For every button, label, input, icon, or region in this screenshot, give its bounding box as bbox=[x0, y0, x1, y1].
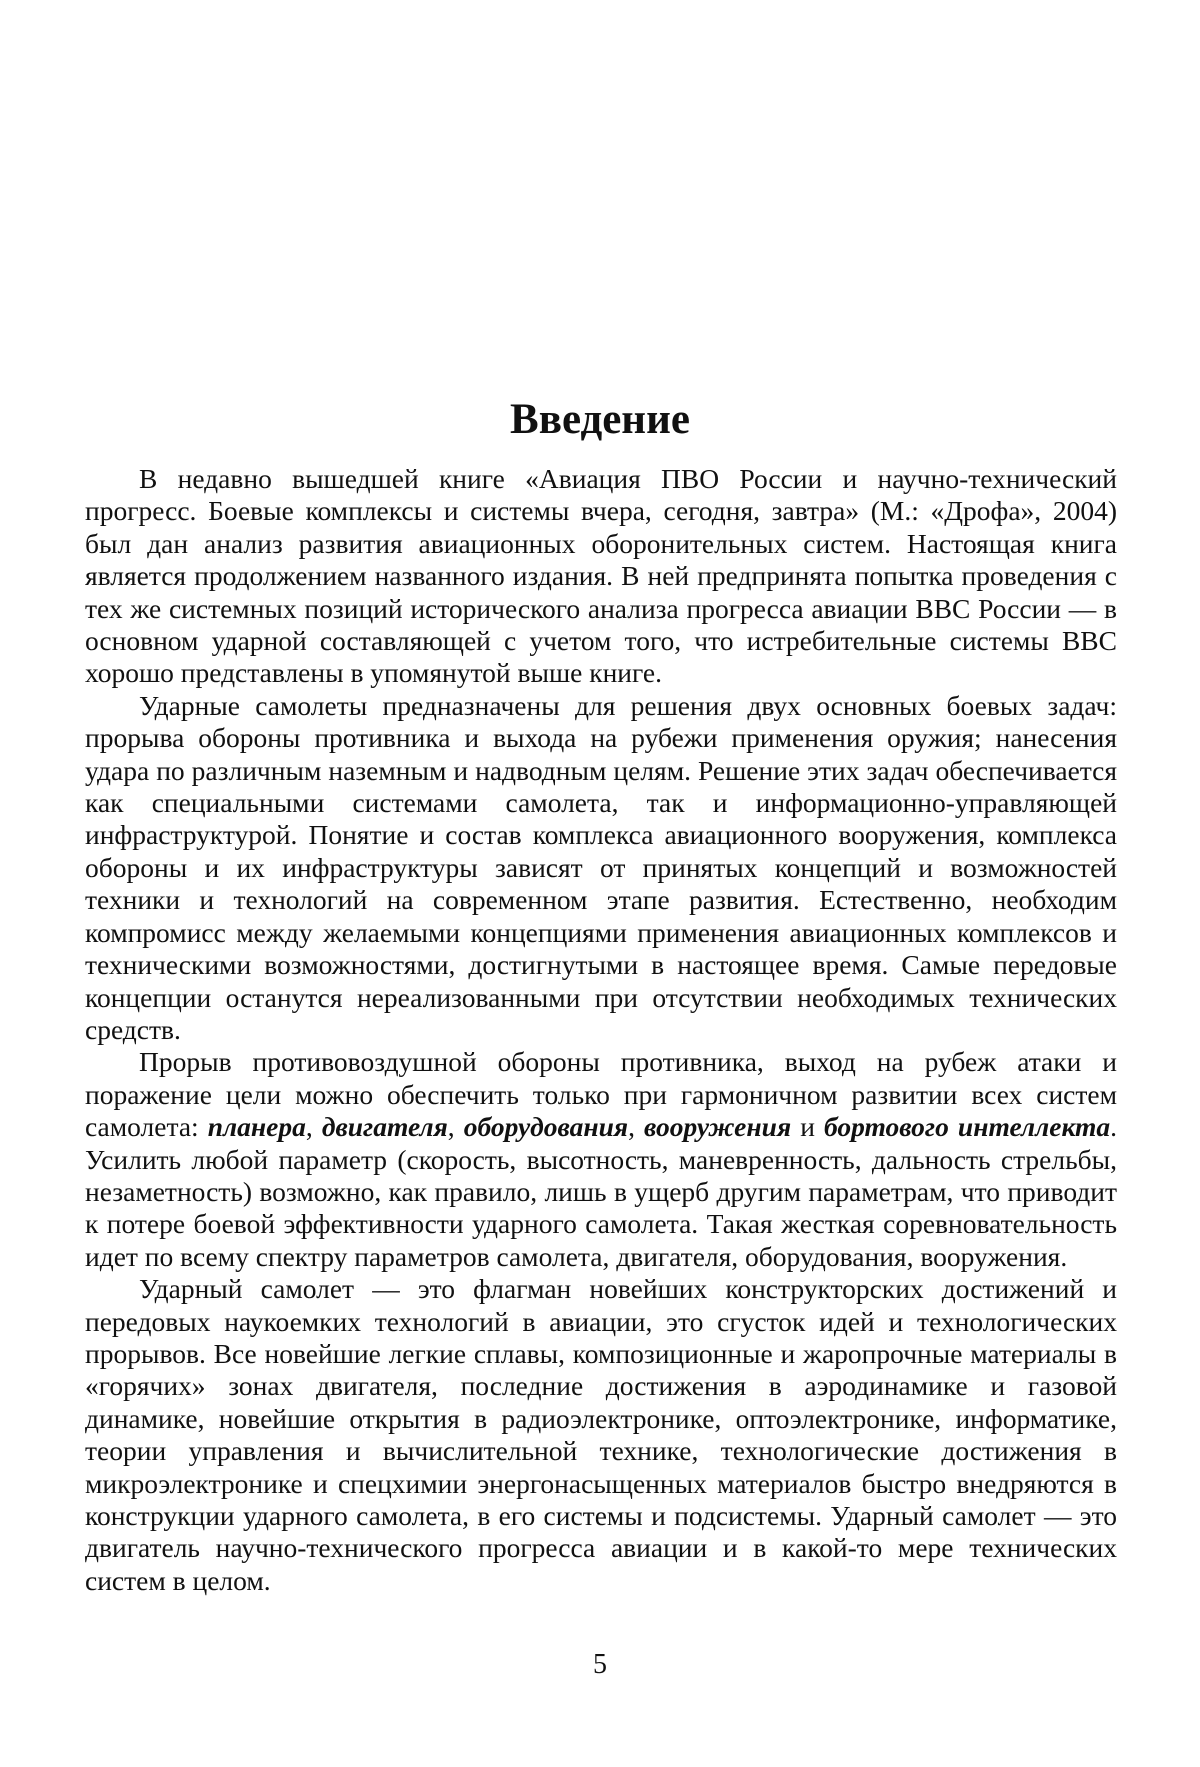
body-text bbox=[85, 463, 1117, 1597]
term-separator: , bbox=[447, 1111, 464, 1143]
term-armament: вооружения bbox=[644, 1111, 792, 1143]
paragraph-2: Ударные самолеты предназначены для решения двух основных боевых задач: прорыва обороны противника и выхода на рубежи применения оружия; нанесения удара по различным наземным и надводным целям. Решение этих задач обеспечивается как специальными системами самолета, так и информационно-управляющей инфраструктурой. Понятие и состав комплекса авиационного вооружения, комплекса обороны и их инфраструктуры зависят от принятых концепций и возможностей техники и технологий на современном этапе развития. Естественно, необходим компромисс между желаемыми концепциями применения авиационных комплексов и техническими возможностями, достигнутыми в настоящее время. Самые передовые концепции останутся нереализованными при отсутствии необходимых технических средств. bbox=[85, 689, 1117, 1045]
term-separator: , bbox=[628, 1111, 645, 1143]
term-onboard-intelligence: бортового интеллекта bbox=[823, 1111, 1111, 1143]
paragraph-3-lead: Прорыв противовоздушной обороны противника, выход на рубеж атаки и поражение цели можно обеспечить только при гармоничном развитии всех систем самолета: bbox=[85, 1046, 1117, 1143]
term-separator: и bbox=[791, 1111, 824, 1143]
term-engine: двигателя bbox=[321, 1111, 448, 1143]
paragraph-1: В недавно вышедшей книге «Авиация ПВО России и научно-технический прогресс. Боевые комплексы и системы вчера, сегодня, завтра» (М.: «Дрофа», 2004) был дан анализ развития авиационных оборонительных систем. Настоящая книга является продолжением названного издания. В ней предпринята попытка проведения с тех же системных позиций исторического анализа прогресса авиации ВВС России — в основном ударной составляющей с учетом того, что истребительные системы ВВС хорошо представлены в упомянутой выше книге. bbox=[85, 463, 1117, 689]
term-airframe: планера bbox=[207, 1111, 306, 1143]
paragraph-4: Ударный самолет — это флагман новейших конструкторских достижений и передовых наукоемких технологий в авиации, это сгусток идей и технологических прорывов. Все новейшие легкие сплавы, композиционные и жаропрочные материалы в «горячих» зонах двигателя, последние достижения в аэродинамике и газовой динамике, новейшие открытия в радиоэлектронике, оптоэлектронике, информатике, теории управления и вычислительной технике, технологические достижения в микроэлектронике и спецхимии энергонасыщенных материалов быстро внедряются в конструкции ударного самолета, в его системы и подсистемы. Ударный самолет — это двигатель научно-технического прогресса авиации и в какой-то мере технических систем в целом. bbox=[85, 1273, 1117, 1596]
page-number: 5 bbox=[593, 1649, 607, 1680]
paragraph-3 bbox=[85, 1046, 1117, 1273]
chapter-title: Введение bbox=[510, 396, 690, 443]
paragraph-3-tail: . Усилить любой параметр (скорость, высотность, маневренность, дальность стрельбы, незаметность) возможно, как правило, лишь в ущерб другим параметрам, что приводит к потере боевой эффективности ударного самолета. Такая жесткая соревновательность идет по всему спектру параметров самолета, двигателя, оборудования, вооружения. bbox=[85, 1111, 1118, 1272]
term-equipment: оборудования bbox=[463, 1111, 629, 1143]
term-separator: , bbox=[305, 1111, 322, 1143]
